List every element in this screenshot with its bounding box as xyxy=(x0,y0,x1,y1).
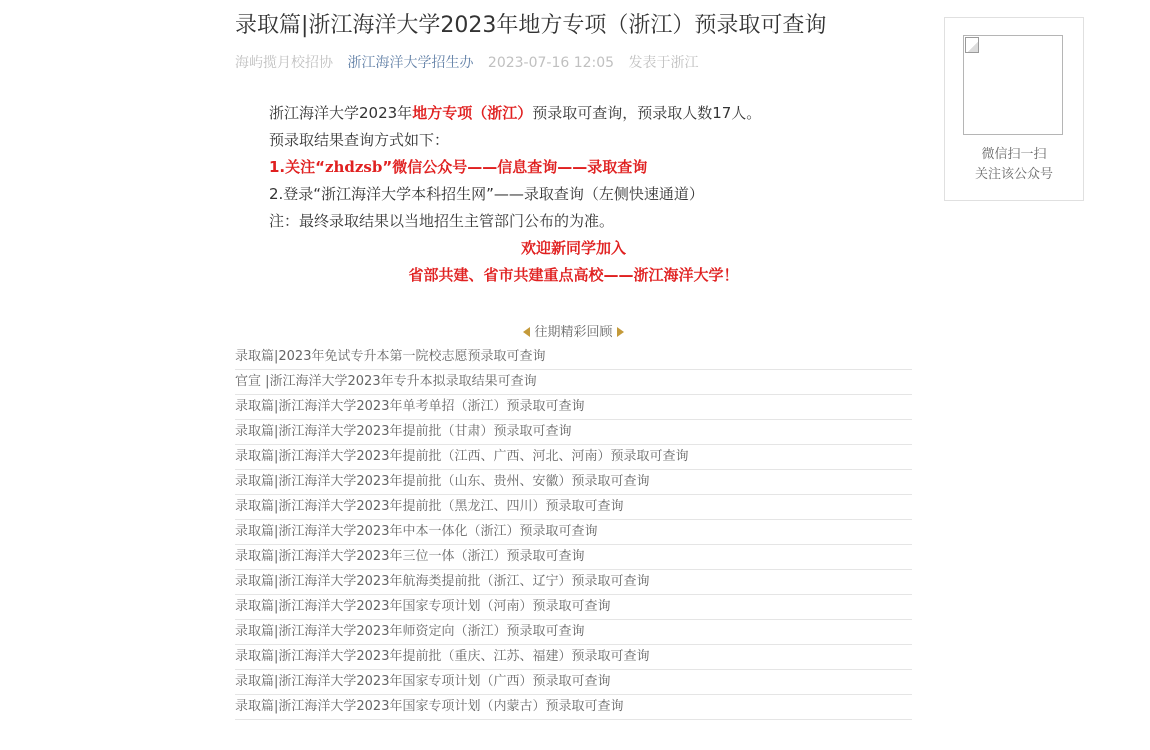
qr-code-image xyxy=(963,35,1063,135)
recent-article-link[interactable]: 录取篇|浙江海洋大学2023年航海类提前批（浙江、辽宁）预录取可查询 xyxy=(235,570,912,595)
broken-image-icon xyxy=(965,37,979,53)
recent-article-link[interactable]: 录取篇|浙江海洋大学2023年提前批（甘肃）预录取可查询 xyxy=(235,420,912,445)
article-meta xyxy=(235,54,912,72)
recent-article-link[interactable]: 录取篇|浙江海洋大学2023年国家专项计划（河南）预录取可查询 xyxy=(235,595,912,620)
qr-box xyxy=(944,17,1084,201)
recent-article-link[interactable]: 录取篇|浙江海洋大学2023年提前批（江西、广西、河北、河南）预录取可查询 xyxy=(235,445,912,470)
recent-header xyxy=(235,323,912,343)
body-line-3-b: zhdzsb xyxy=(325,158,383,176)
recent-article-link[interactable]: 录取篇|浙江海洋大学2023年三位一体（浙江）预录取可查询 xyxy=(235,545,912,570)
qr-caption xyxy=(945,145,1083,185)
article xyxy=(235,0,912,720)
recent-article-link[interactable]: 录取篇|浙江海洋大学2023年提前批（黑龙江、四川）预录取可查询 xyxy=(235,495,912,520)
body-line-4: 2.登录“浙江海洋大学本科招生网”——录取查询（左侧快速通道） xyxy=(269,185,704,203)
recent-article-link[interactable]: 录取篇|浙江海洋大学2023年提前批（重庆、江苏、福建）预录取可查询 xyxy=(235,645,912,670)
qr-caption-line-1: 微信扫一扫 xyxy=(981,147,1047,162)
body-line-1-post: 预录取可查询，预录取人数17人。 xyxy=(532,104,762,122)
recent-article-link[interactable]: 录取篇|浙江海洋大学2023年国家专项计划（广西）预录取可查询 xyxy=(235,670,912,695)
body-line-1-highlight: 地方专项（浙江） xyxy=(412,104,533,122)
body-line-3-c: ”微信公众号——信息查询——录取查询 xyxy=(382,158,648,176)
article-body xyxy=(235,100,912,289)
body-line-5: 注：最终录取结果以当地招生主管部门公布的为准。 xyxy=(269,212,615,230)
recent-article-link[interactable]: 录取篇|浙江海洋大学2023年国家专项计划（内蒙古）预录取可查询 xyxy=(235,695,912,720)
recent-article-link[interactable]: 录取篇|浙江海洋大学2023年师资定向（浙江）预录取可查询 xyxy=(235,620,912,645)
recent-article-link[interactable]: 录取篇|浙江海洋大学2023年中本一体化（浙江）预录取可查询 xyxy=(235,520,912,545)
triangle-right-icon xyxy=(617,327,624,337)
recent-article-link[interactable]: 录取篇|2023年免试专升本第一院校志愿预录取可查询 xyxy=(235,345,912,370)
body-line-1-pre: 浙江海洋大学2023年 xyxy=(269,104,413,122)
meta-account-link[interactable]: 浙江海洋大学招生办 xyxy=(347,55,474,71)
body-line-6: 欢迎新同学加入 xyxy=(520,239,626,257)
triangle-left-icon xyxy=(523,327,530,337)
article-title: 录取篇|浙江海洋大学2023年地方专项（浙江）预录取可查询 xyxy=(235,13,827,38)
recent-article-link[interactable]: 录取篇|浙江海洋大学2023年提前批（山东、贵州、安徽）预录取可查询 xyxy=(235,470,912,495)
qr-caption-line-2: 关注该公众号 xyxy=(974,167,1053,182)
recent-header-label: 往期精彩回顾 xyxy=(534,325,613,340)
body-line-7: 省部共建、省市共建重点高校——浙江海洋大学！ xyxy=(408,266,739,284)
meta-datetime: 2023-07-16 12:05 xyxy=(487,55,615,71)
recent-article-link[interactable]: 录取篇|浙江海洋大学2023年单考单招（浙江）预录取可查询 xyxy=(235,395,912,420)
recent-list xyxy=(235,345,912,720)
body-line-2: 预录取结果查询方式如下： xyxy=(269,131,450,149)
recent-articles xyxy=(235,323,912,720)
body-line-3 xyxy=(269,154,912,181)
body-line-1 xyxy=(269,100,912,127)
meta-location: 发表于浙江 xyxy=(628,55,699,71)
meta-source: 海屿揽月校招协 xyxy=(235,55,333,71)
body-line-3-a: 1.关注“ xyxy=(269,158,325,176)
recent-article-link[interactable]: 官宣 |浙江海洋大学2023年专升本拟录取结果可查询 xyxy=(235,370,912,395)
